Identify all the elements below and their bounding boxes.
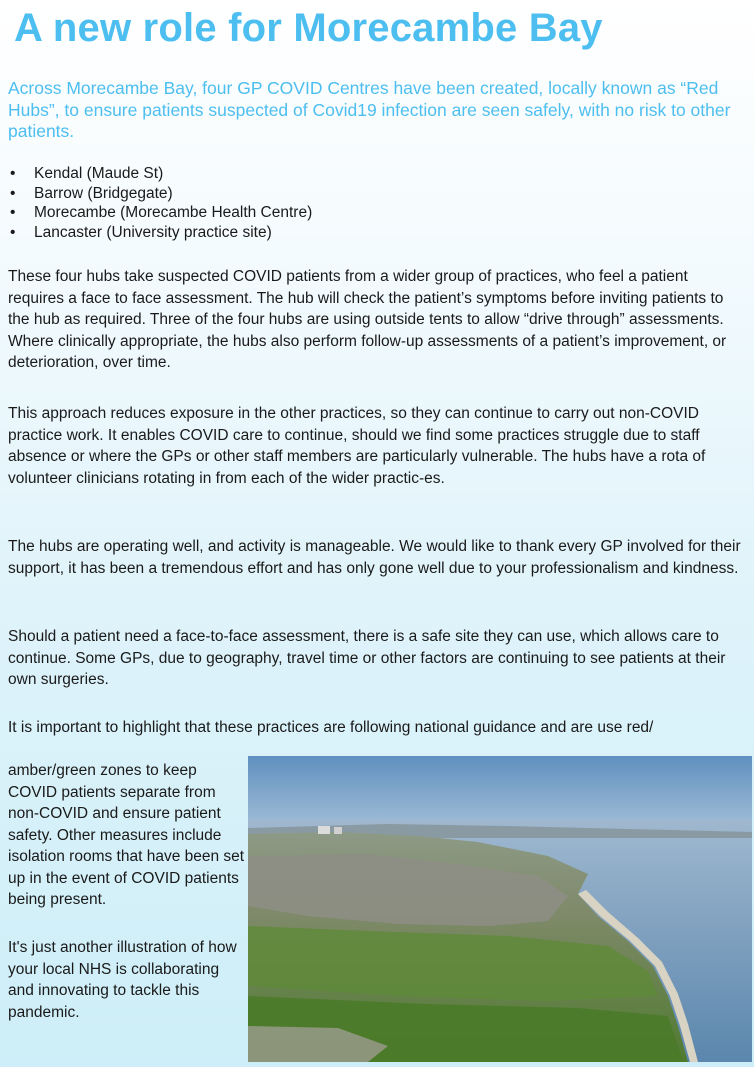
side-paragraph: amber/green zones to keep COVID patients separate from non-COVID and ensure patient safety. Other measures include isolation rooms that have been set up in the event of COVID patients being present. (8, 762, 245, 908)
list-item (8, 223, 708, 243)
bullet-icon: • (10, 223, 16, 241)
list-item (8, 184, 708, 204)
body-paragraph: This approach reduces exposure in the other practices, so they can continue to carry out non-COVID practice work. It enables COVID care to continue, should we find some practices struggle due to staff absence or where the GPs or other staff members are particularly vulnerable. The hubs have a rota of volunteer clinicians rotating in from each of the wider practic-es. (8, 405, 706, 487)
power-station-2 (334, 827, 342, 834)
list-item-label: Kendal (Maude St) (34, 165, 164, 182)
body-paragraph: Should a patient need a face-to-face assessment, there is a safe site they can use, which allows care to continue. Some GPs, due to geography, travel time or other factors are continuing to see patients at their own surgeries. (8, 628, 726, 688)
page-title: A new role for Morecambe Bay (14, 6, 603, 50)
lead-paragraph: Across Morecambe Bay, four GP COVID Centres have been created, locally known as “Red Hubs”, to ensure patients suspected of Covid19 infection are seen safely, with no risk to other patients. (8, 78, 731, 141)
bullet-icon: • (10, 184, 16, 202)
side-paragraph: It's just another illustration of how your local NHS is collaborating and innovating to tackle this pandemic. (8, 939, 237, 1021)
power-station (318, 826, 330, 834)
list-item-label: Barrow (Bridgegate) (34, 184, 173, 202)
list-item (8, 203, 708, 223)
body-paragraph: These four hubs take suspected COVID patients from a wider group of practices, who feel a patient requires a face to face assessment. The hub will check the patient’s symptoms before inviting patients to the hub as required. Three of the four hubs are using outside tents to allow “drive through” assessments. Where clinically appropriate, the hubs also perform follow-up assessments of a patient’s improvement, or deterioration, over time. (8, 268, 727, 371)
list-item-label: Morecambe (Morecambe Health Centre) (34, 204, 313, 221)
list-item-label: Lancaster (University practice site) (34, 223, 272, 241)
bullet-icon: • (10, 165, 16, 182)
morecambe-bay-aerial-photo (248, 756, 752, 1062)
body-paragraph: It is important to highlight that these practices are following national guidance and are use red/ (8, 719, 654, 736)
body-paragraph: The hubs are operating well, and activity is manageable. We would like to thank every GP involved for their support, it has been a tremendous effort and has only gone well due to your professionalism and kindness. (8, 538, 741, 577)
hub-location-list (8, 164, 708, 242)
bullet-icon: • (10, 204, 16, 221)
list-item (8, 164, 708, 184)
